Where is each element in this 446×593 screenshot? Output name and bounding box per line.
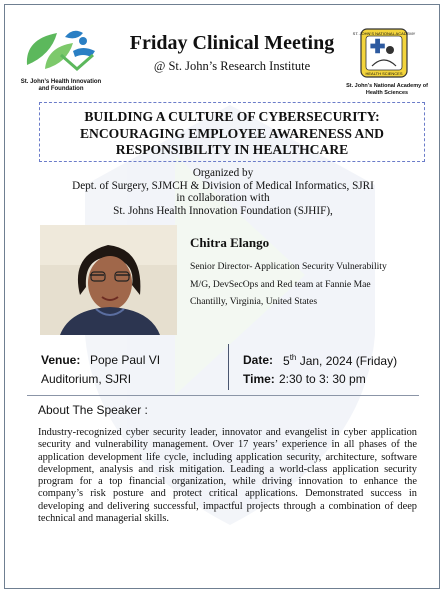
collaboration-text: in collaboration with	[176, 192, 270, 205]
time-value: 2:30 to 3: 30 pm	[279, 372, 366, 386]
speaker-bio: Industry-recognized cyber security leader, innovator and evangelist in cyber application security and vulnerability management. Over 17 years’ experience in all phases of the application development life cycle, including application security, architecture, software development, analysis and risk mitigation. Leading a world-class application security program for a top financial organization, while driving innovation to enhance the company’s risk posture and protect critical applications. Demonstrated success in developing and delivering successful, impactful projects through a combination of deep technical and managerial skills.	[38, 427, 417, 525]
date-suffix: th	[289, 353, 297, 362]
topic-line-3: RESPONSIBILITY IN HEALTHCARE	[115, 142, 349, 157]
date-rest: Jan, 2024 (Friday)	[296, 354, 398, 368]
collaboration-partner: St. Johns Health Innovation Foundation (SJHIF),	[113, 204, 333, 217]
organizer-departments: Dept. of Surgery, SJMCH & Division of Medical Informatics, SJRI	[72, 179, 374, 192]
speaker-location: Chantilly, Virginia, United States	[190, 296, 318, 307]
leaf-hands-logo-icon	[21, 25, 101, 73]
organized-by: Organized by	[192, 167, 254, 179]
left-logo-caption: St. John’s Health Innovation and Foundation	[20, 79, 102, 92]
topic-line-1: BUILDING A CULTURE OF CYBERSECURITY:	[84, 109, 380, 124]
date-label: Date:	[243, 353, 274, 367]
topic-box	[39, 102, 425, 162]
venue-value-line-2: Auditorium, SJRI	[41, 372, 132, 386]
speaker-name: Chitra Elango	[190, 235, 270, 250]
time-label: Time:	[243, 372, 275, 386]
topic-line-2: ENCOURAGING EMPLOYEE AWARENESS AND	[79, 125, 385, 141]
date-day: 5	[283, 354, 290, 368]
date-value	[283, 353, 397, 368]
crest-top-text: ST. JOHN’S NATIONAL ACADEMY	[352, 31, 416, 36]
right-logo-caption: St. John’s National Academy of Health Sciences	[346, 83, 428, 96]
speaker-role-2: M/G, DevSecOps and Red team at Fannie Mae	[190, 278, 371, 290]
vertical-divider	[228, 344, 229, 390]
organizers-block	[5, 167, 441, 217]
section-divider	[27, 395, 419, 396]
speaker-description	[190, 258, 420, 311]
academy-crest-logo-icon	[352, 28, 416, 78]
speaker-role-1: Senior Director- Application Security Vulnerability	[190, 261, 387, 272]
meeting-subtitle: @ St. John’s Research Institute	[153, 59, 311, 73]
meeting-title: Friday Clinical Meeting	[129, 32, 335, 54]
speaker-photo	[40, 225, 177, 335]
crest-bottom-text: HEALTH SCIENCES	[365, 71, 403, 76]
about-heading: About The Speaker :	[38, 403, 148, 417]
venue-value: Pope Paul VI	[90, 353, 161, 367]
flyer-frame	[4, 4, 440, 589]
venue-label: Venue:	[41, 353, 81, 367]
